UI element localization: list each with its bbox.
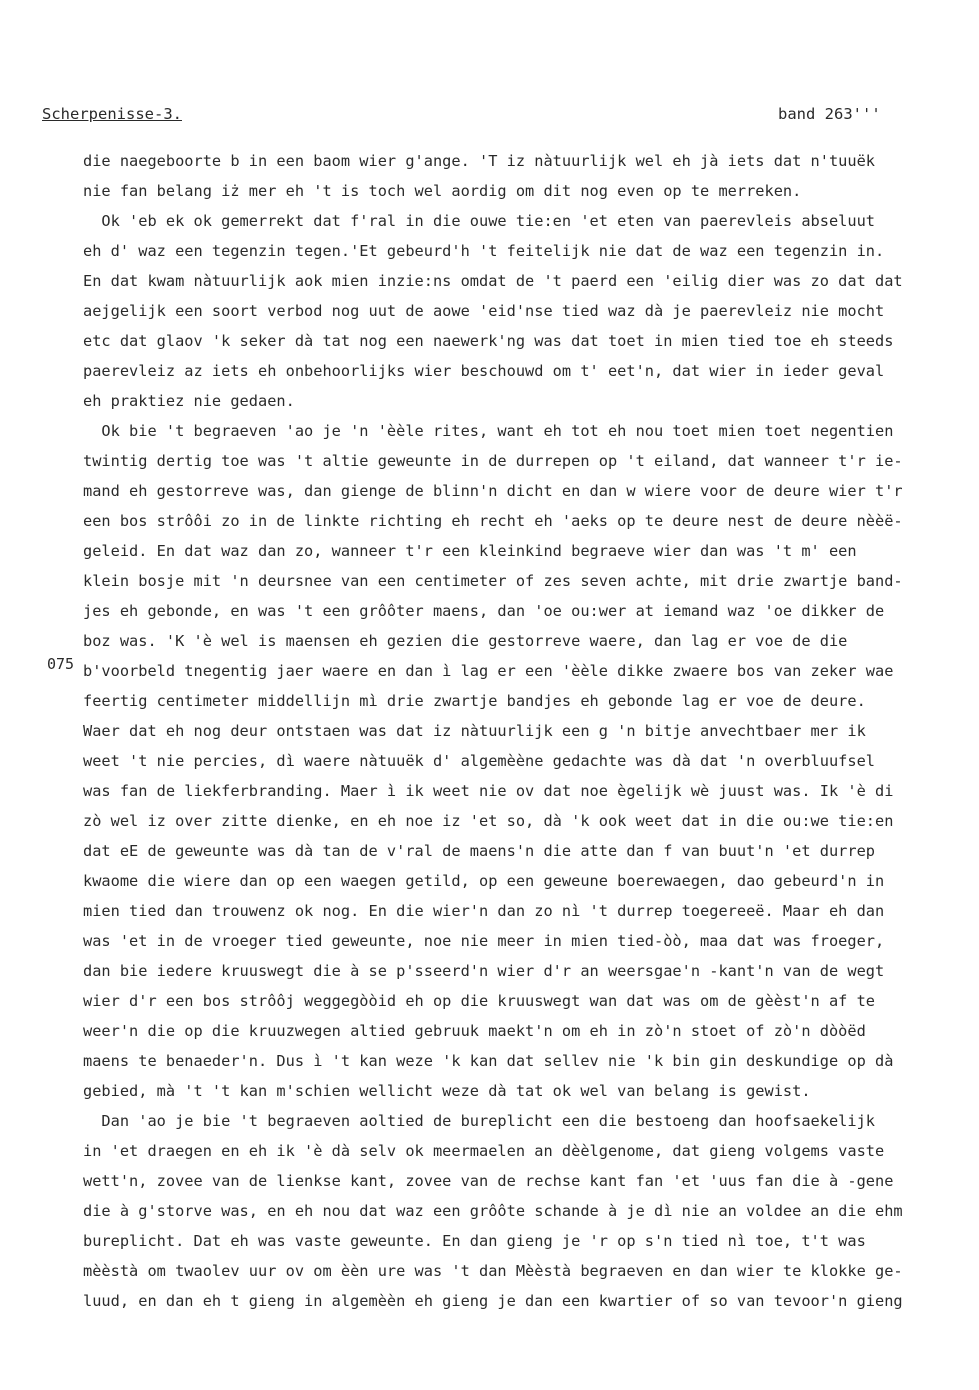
text-line: luud, en dan eh t gieng in algemèèn eh gieng je dan een kwartier of so van tevoor'n gieng: [83, 1292, 903, 1310]
text-line: geleid. En dat waz dan zo, wanneer t'r een kleinkind begraeve wier dan was 't m' een: [83, 542, 857, 560]
margin-counter-note: 075: [47, 655, 75, 673]
text-line: weet 't nie percies, dì waere nàtuuëk d' algemèène gedachte was dà dat 'n overbluufsel: [83, 752, 876, 770]
text-line: was 'et in de vroeger tied geweunte, noe nie meer in mien tied-òò, maa dat was froeger,: [83, 932, 885, 950]
text-line: wett'n, zovee van de lienkse kant, zovee van de rechse kant fan 'et 'uus fan die à -gene: [83, 1172, 894, 1190]
text-line: En dat kwam nàtuurlijk aok mien inzie:ns omdat de 't paerd een 'eilig dier was zo dat dat: [83, 272, 903, 290]
text-line: mèèstà om twaolev uur ov om èèn ure was 't dan Mèèstà begraeven en dan wier te klokke ge-: [83, 1262, 903, 1280]
text-line: Dan 'ao je bie 't begraeven aoltied de bureplicht een die bestoeng dan hoofsaekelijk: [83, 1112, 876, 1130]
text-line: dan bie iedere kruuswegt die à se p'sseerd'n wier d'r an weersgae'n -kant'n van de wegt: [83, 962, 885, 980]
text-line: b'voorbeld tnegentig jaer waere en dan ì lag er een 'èèle dikke zwaere bos van zeker wae: [83, 662, 894, 680]
text-line: Ok 'eb ek ok gemerrekt dat f'ral in die ouwe tie:en 'et eten van paerevleis abseluut: [83, 212, 876, 230]
text-line: etc dat glaov 'k seker dà tat nog een naewerk'ng was dat toet in mien tied toe eh steeds: [83, 332, 894, 350]
text-line: maens te benaeder'n. Dus ì 't kan weze 'k kan dat sellev nie 'k bin gin deskundige op dà: [83, 1052, 894, 1070]
text-line: twintig dertig toe was 't altie geweunte in de durrepen op 't eiland, dat wanneer t'r ie-: [83, 452, 903, 470]
text-line: een bos strôôi zo in de linkte richting eh recht eh 'aeks op te deure nest de deure nèèë-: [83, 512, 903, 530]
text-line: paerevleiz az iets eh onbehoorlijks wier beschouwd om t' eet'n, dat wier in ieder geval: [83, 362, 885, 380]
text-line: gebied, mà 't 't kan m'schien wellicht weze dà tat ok wel van belang is gewist.: [83, 1082, 811, 1100]
text-line: bureplicht. Dat eh was vaste geweunte. En dan gieng je 'r op s'n tied nì toe, t't was: [83, 1232, 866, 1250]
document-title: Scherpenisse-3.: [42, 105, 182, 123]
transcript-body: [83, 146, 975, 1316]
text-line: nie fan belang iż mer eh 't is toch wel aordig om dit nog even op te merreken.: [83, 182, 802, 200]
tape-reference: band 263''': [778, 105, 881, 123]
text-line: Ok bie 't begraeven 'ao je 'n 'èèle rites, want eh tot eh nou toet mien toet negentien: [83, 422, 894, 440]
text-line: Waer dat eh nog deur ontstaen was dat iz nàtuurlijk een g 'n bitje anvechtbaer mer ik: [83, 722, 866, 740]
text-line: wier d'r een bos strôôj weggegòòid eh op die kruuswegt wan dat was om de gèèst'n af te: [83, 992, 876, 1010]
text-line: zò wel iz over zitte dienke, en eh noe iz 'et so, dà 'k ook weet dat in die ou:we tie:en: [83, 812, 894, 830]
text-line: jes eh gebonde, en was 't een grôôter maens, dan 'oe ou:wer at iemand waz 'oe dikker de: [83, 602, 885, 620]
text-line: boz was. 'K 'è wel is maensen eh gezien die gestorreve waere, dan lag er voe de die: [83, 632, 848, 650]
text-line: aejgelijk een soort verbod nog uut de aowe 'eid'nse tied waz dà je paerevleiz nie mocht: [83, 302, 885, 320]
text-line: kwaome die wiere dan op een waegen getild, op een geweune boerewaegen, dao gebeurd'n in: [83, 872, 885, 890]
text-line: eh praktiez nie gedaen.: [83, 392, 295, 410]
text-line: die à g'storve was, en eh nou dat waz een grôôte schande à je dì nie an voldee an die ehm: [83, 1202, 903, 1220]
text-line: die naegeboorte b in een baom wier g'ange. 'T iz nàtuurlijk wel eh jà iets dat n'tuuëk: [83, 152, 876, 170]
text-line: in 'et draegen en eh ik 'è dà selv ok meermaelen an dèèlgenome, dat gieng volgems vaste: [83, 1142, 885, 1160]
text-line: klein bosje mit 'n deursnee van een centimeter of zes seven achte, mit drie zwartje band-: [83, 572, 903, 590]
text-line: mand eh gestorreve was, dan gienge de blinn'n dicht en dan w wiere voor de deure wier t'r: [83, 482, 903, 500]
text-line: was fan de liekferbranding. Maer ì ik weet nie ov dat noe ègelijk wè juust was. Ik 'è di: [83, 782, 894, 800]
text-line: weer'n die op die kruuzwegen altied gebruuk maekt'n om eh in zò'n stoet of zò'n dòòëd: [83, 1022, 866, 1040]
text-line: feertig centimeter middellijn mì drie zwartje bandjes eh gebonde lag er voe de deure.: [83, 692, 866, 710]
text-line: eh d' waz een tegenzin tegen.'Et gebeurd'h 't feitelijk nie dat de waz een tegenzin in.: [83, 242, 885, 260]
text-line: dat eE de geweunte was dà tan de v'ral de maens'n die atte dan f van buut'n 'et durrep: [83, 842, 876, 860]
text-line: mien tied dan trouwenz ok nog. En die wier'n dan zo nì 't durrep toegereeë. Maar eh dan: [83, 902, 885, 920]
